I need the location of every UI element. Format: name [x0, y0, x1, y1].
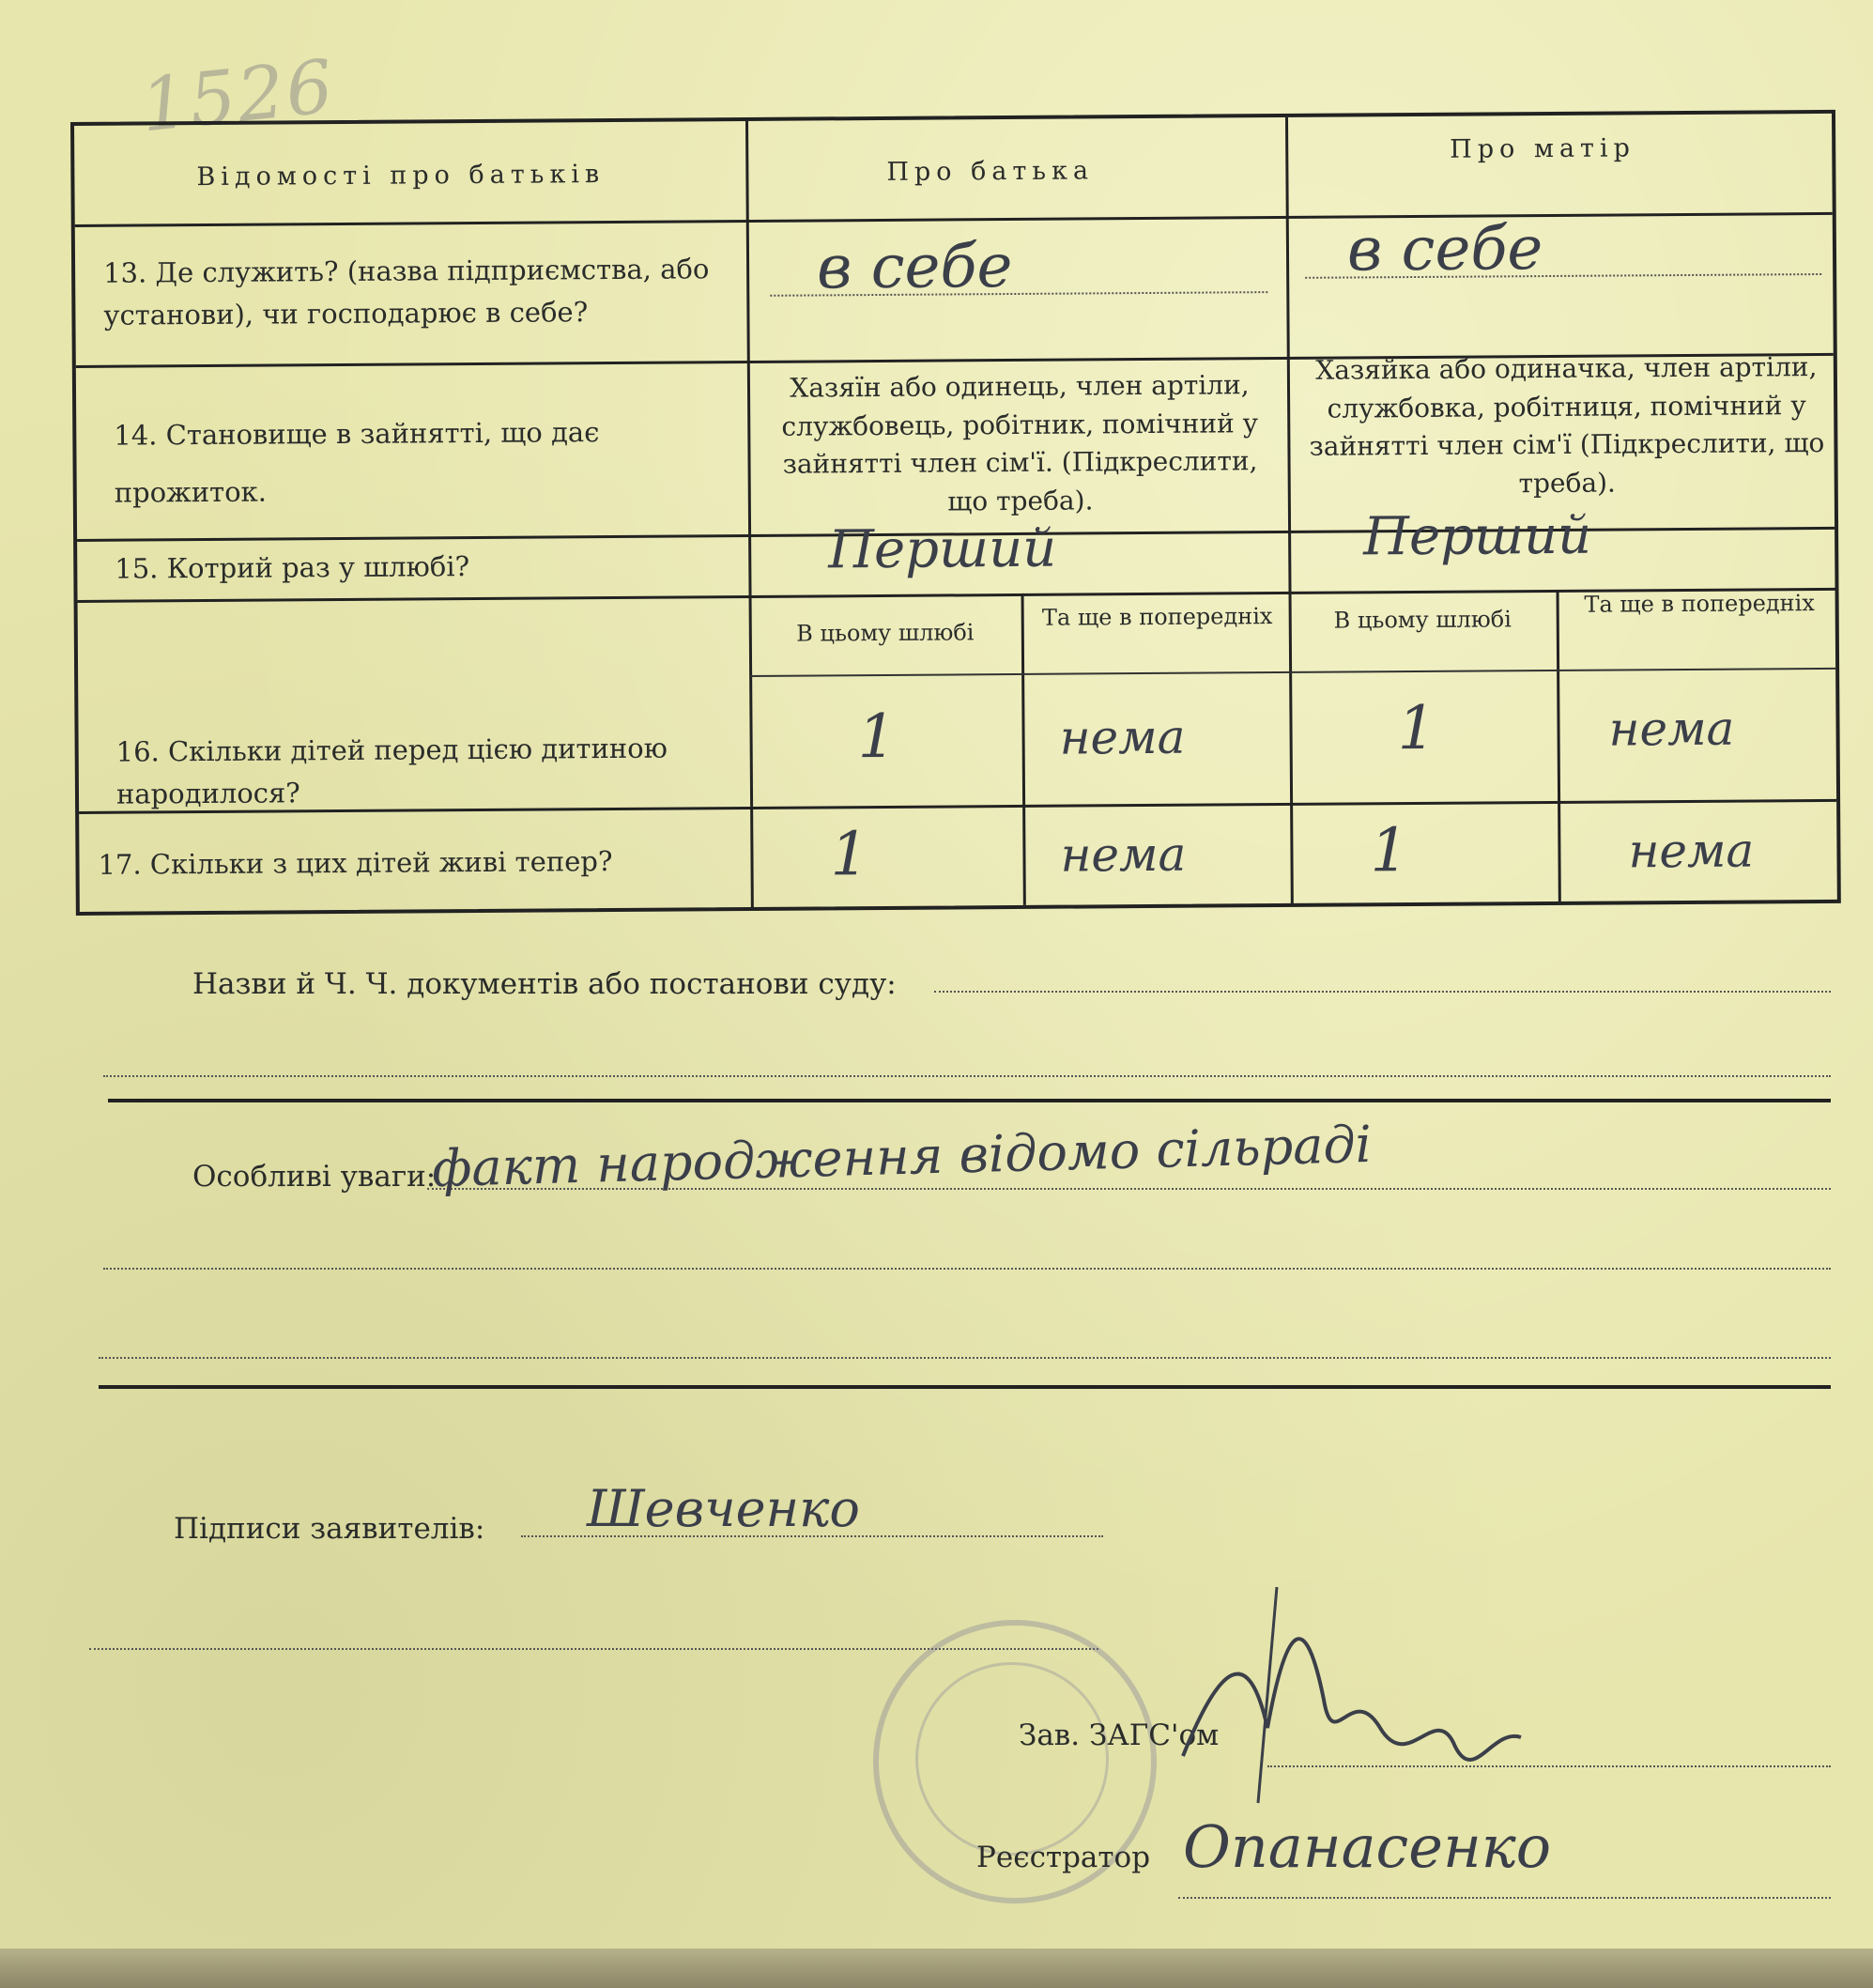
father-workplace: в себе	[816, 232, 1013, 303]
father-this-marriage-header: В цьому шлюбі	[796, 619, 975, 647]
documents-line-2	[103, 1075, 1831, 1077]
section-divider-2	[99, 1385, 1831, 1389]
applicants-signatures-label: Підписи заявителів:	[174, 1512, 485, 1546]
mother-occupation-options: Хазяйка або одиначка, член артіли, службовка, робітниця, помічний у зайнятті член сім'ї (Підкреслити, що треба).	[1309, 351, 1825, 500]
father-previous-header: Та ще в попередніх	[1041, 603, 1273, 631]
zags-head-label: Зав. ЗАГС'ом	[1019, 1718, 1220, 1752]
mother-marriage-count: Перший	[1362, 504, 1592, 568]
row-line-header	[75, 212, 1833, 227]
remarks-line-3	[99, 1357, 1831, 1359]
question-15: 15. Котрий раз у шлюбі?	[115, 550, 470, 585]
col-divider-father-sub	[1021, 593, 1026, 905]
registrar-line	[1178, 1897, 1831, 1899]
registrar-label: Реєстратор	[976, 1841, 1151, 1874]
remarks-label: Особливі уваги:	[192, 1160, 437, 1194]
applicants-signature: Шевченко	[587, 1479, 860, 1538]
remarks-line-2	[103, 1268, 1831, 1270]
zags-head-signature	[1164, 1587, 1540, 1812]
remarks-value: факт народження відомо сільраді	[431, 1114, 1373, 1199]
registrar-signature: Опанасенко	[1183, 1812, 1552, 1881]
father-living-this: 1	[830, 820, 869, 890]
col-divider-1	[745, 121, 754, 907]
col-divider-2	[1285, 117, 1294, 903]
mother-children-prev: нема	[1608, 701, 1735, 757]
question-16: 16. Скільки дітей перед цією дитиною народилося?	[115, 732, 668, 810]
documents-line-1	[934, 991, 1831, 993]
mother-children-this: 1	[1397, 693, 1436, 764]
mother-previous-header: Та ще в попередніх	[1584, 590, 1815, 618]
parents-info-table	[70, 110, 1841, 916]
documents-label: Назви й Ч. Ч. документів або постанови суду:	[192, 967, 897, 1001]
header-mother: Про матір	[1450, 133, 1635, 164]
mother-this-marriage-header: В цьому шлюбі	[1333, 606, 1512, 634]
father-marriage-count: Перший	[827, 517, 1057, 581]
mother-living-prev: нема	[1628, 823, 1755, 879]
official-stamp-inner	[915, 1662, 1109, 1856]
question-13: 13. Де служить? (назва підприємства, або установи), чи господарює в себе?	[103, 253, 710, 331]
question-17: 17. Скільки з цих дітей живі тепер?	[98, 844, 613, 881]
question-14: 14. Становище в зайнятті, що дає прожиток.	[114, 416, 600, 509]
section-divider-1	[108, 1099, 1831, 1102]
mother-workplace: в себе	[1346, 214, 1543, 285]
archive-number: 1526	[136, 44, 339, 149]
row-line-subheader	[749, 668, 1835, 677]
header-parents-info: Відомості про батьків	[196, 160, 606, 193]
father-children-this: 1	[857, 701, 897, 773]
father-living-prev: нема	[1060, 826, 1187, 883]
father-occupation-options: Хазяїн або одинець, член артіли, службовець, робітник, помічний у зайнятті член сім'ї. (Підкреслити, що треба).	[781, 369, 1259, 517]
header-father: Про батька	[886, 156, 1095, 187]
page-bottom-edge	[0, 1949, 1873, 1988]
mother-living-this: 1	[1370, 816, 1409, 886]
father-children-prev: нема	[1059, 709, 1186, 765]
col-divider-mother-sub	[1557, 590, 1561, 902]
